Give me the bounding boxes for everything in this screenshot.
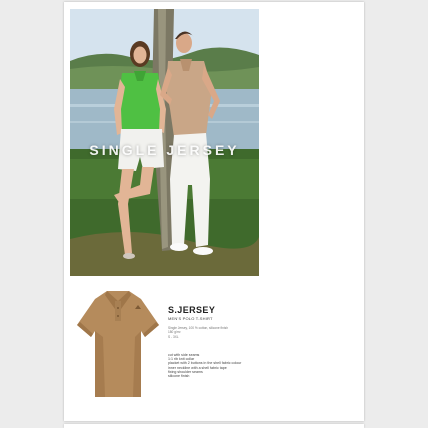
lifestyle-photo — [70, 9, 259, 276]
feature-line: silicone finish — [168, 374, 190, 379]
catalog-page — [64, 2, 364, 421]
product-features — [168, 353, 358, 379]
spec-line: Single Jersey, 100 % cotton, silicone finish — [168, 326, 229, 330]
product-title: S.JERSEY — [168, 305, 216, 315]
feature-line: inner neckline with a shell fabric tape — [168, 365, 227, 370]
photo-banner — [70, 137, 259, 163]
feature-line: 1:1 rib knit collar — [168, 357, 195, 362]
product-specs — [168, 326, 358, 339]
next-page-edge — [64, 424, 364, 428]
feature-line: fixing shoulder seams — [168, 370, 203, 375]
spec-line: 180 g/m² — [168, 330, 181, 335]
product-info — [168, 305, 358, 379]
feature-line: placket with 2 buttons in the shell fabric colour — [168, 361, 242, 366]
banner-text: SINGLE JERSEY — [89, 142, 240, 158]
feature-line: cut with side seams — [168, 352, 200, 357]
polo-shirt-image — [75, 287, 161, 406]
spec-line: S - 3XL — [168, 334, 179, 339]
product-subtitle: MEN'S POLO T-SHIRT — [168, 316, 213, 321]
